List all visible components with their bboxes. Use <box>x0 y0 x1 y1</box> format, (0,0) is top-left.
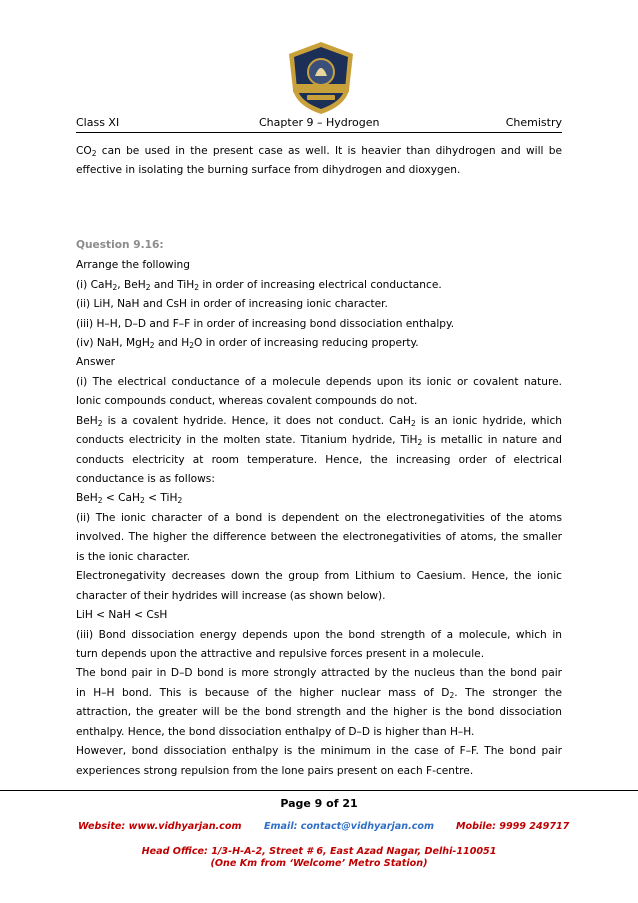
question-heading: Question 9.16: <box>76 239 164 251</box>
text-line: $CO_2$ can be used in the present case as well. It is heavier than dihydrogen and will be <box>76 145 562 158</box>
text-line: experiences strong repulsion from the lone pairs present on each F-centre. <box>76 765 474 777</box>
text-line: conducts electricity at room temperature. Hence, the increasing order of electrical <box>76 454 562 466</box>
text-line: conductance is as follows: <box>76 473 215 485</box>
order-line: BeH$_2$ < CaH$_2$ < TiH$_2$ <box>76 492 183 505</box>
text-line: conducts electricity in the molten state. Titanium hydride, TiH$_2$ is metallic in nature and <box>76 434 562 447</box>
text-line: (iii) H–H, D–D and F–F in order of increasing bond dissociation enthalpy. <box>76 318 455 330</box>
page-number: Page 9 of 21 <box>280 797 358 810</box>
text-line: (i) The electrical conductance of a molecule depends upon its ionic or covalent nature. <box>76 376 562 388</box>
text-line: turn depends upon the attractive and repulsive forces present in a molecule. <box>76 648 485 660</box>
text-line: However, bond dissociation enthalpy is the minimum in the case of F–F. The bond pair <box>76 745 562 757</box>
text-line: in H–H bond. This is because of the higher nuclear mass of $D_2$. The stronger the <box>76 687 562 700</box>
header-class: Class XI <box>76 116 120 129</box>
text-line: attraction, the greater will be the bond strength and the higher is the bond dissociation <box>76 706 562 718</box>
page-header <box>76 116 562 133</box>
text-line: Ionic compounds conduct, whereas covalent compounds do not. <box>76 395 418 407</box>
vidhyarjan-logo <box>285 40 357 116</box>
text-line: The bond pair in D–D bond is more strongly attracted by the nucleus than the bond pair <box>76 667 562 679</box>
text-line: effective in isolating the burning surface from dihydrogen and dioxygen. <box>76 164 461 176</box>
answer-label: Answer <box>76 356 116 368</box>
header-chapter: Chapter 9 – Hydrogen <box>259 116 380 129</box>
text-line: (ii) The ionic character of a bond is dependent on the electronegativities of the atoms <box>76 512 562 524</box>
footer-divider <box>0 790 638 791</box>
text-line: is the ionic character. <box>76 551 190 563</box>
text-line: (iii) Bond dissociation energy depends upon the bond strength of a molecule, which in <box>76 629 562 641</box>
footer-email: Email: contact@vidhyarjan.com <box>264 821 435 832</box>
footer-office-landmark: (One Km from ‘Welcome’ Metro Station) <box>210 858 428 869</box>
footer-office-address: Head Office: 1/3-H-A-2, Street # 6, East Azad Nagar, Delhi-110051 <box>141 846 497 857</box>
text-line: Arrange the following <box>76 259 190 271</box>
text-line: (ii) LiH, NaH and CsH in order of increasing ionic character. <box>76 298 388 310</box>
text-line: (i) CaH$_2$, BeH$_2$ and TiH$_2$ in order of increasing electrical conductance. <box>76 279 442 292</box>
order-line: LiH < NaH < CsH <box>76 609 168 621</box>
header-subject: Chemistry <box>505 116 562 129</box>
text-line: Electronegativity decreases down the group from Lithium to Caesium. Hence, the ionic <box>76 570 562 582</box>
footer-mobile: Mobile: 9999 249717 <box>456 821 570 832</box>
text-line: (iv) NaH, MgH$_2$ and $H_2O$ in order of increasing reducing property. <box>76 337 419 350</box>
footer-website: Website: www.vidhyarjan.com <box>78 821 242 832</box>
text-line: BeH$_2$ is a covalent hydride. Hence, it does not conduct. CaH$_2$ is an ionic hydride, which <box>76 415 562 428</box>
text-line: character of their hydrides will increase (as shown below). <box>76 590 386 602</box>
text-line: enthalpy. Hence, the bond dissociation enthalpy of D–D is higher than H–H. <box>76 726 475 738</box>
text-line: involved. The higher the difference between the electronegativities of atoms, the smaller <box>76 531 562 543</box>
